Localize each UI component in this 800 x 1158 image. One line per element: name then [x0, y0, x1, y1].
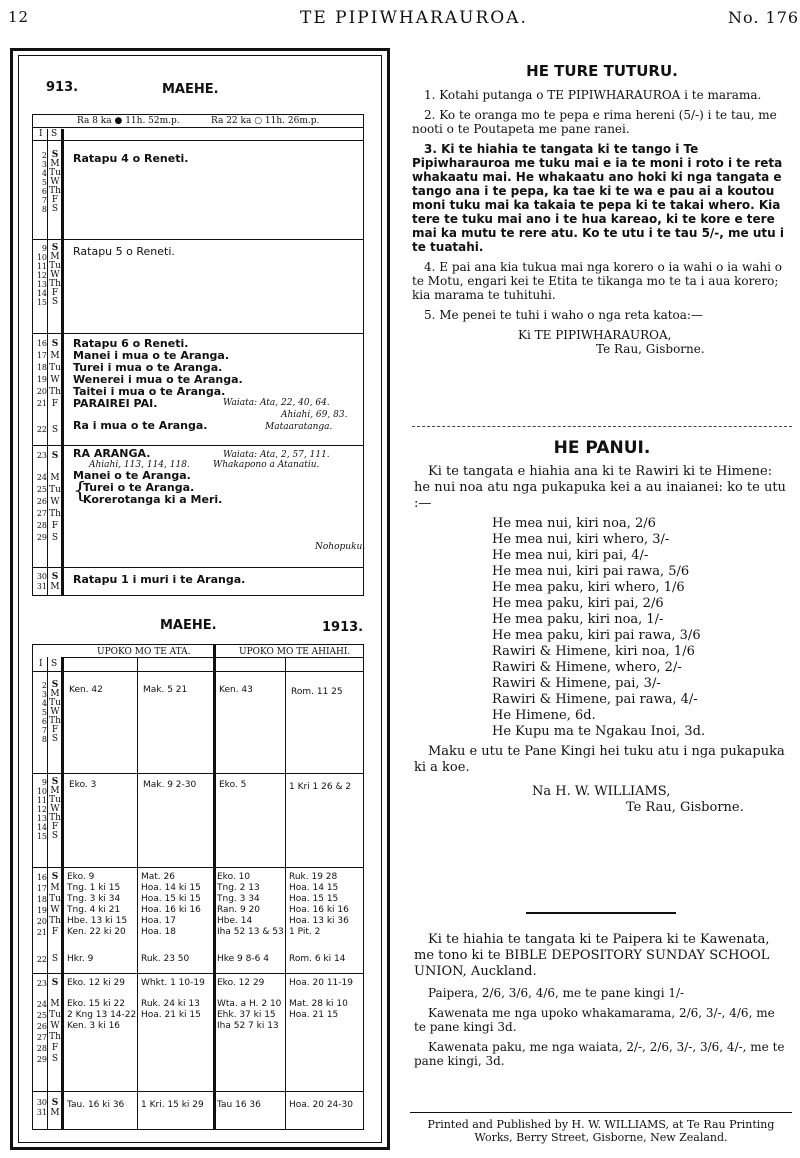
list-item: He mea nui, kiri whero, 3/- — [492, 532, 670, 547]
paipera-line-1: Paipera, 2/6, 3/6, 4/6, me te pane kingi 1/- — [428, 986, 685, 1000]
price-list — [414, 516, 790, 740]
address-line-2: Te Rau, Gisborne. — [596, 342, 705, 356]
list-item: Rawiri & Himene, whero, 2/- — [492, 660, 682, 675]
list-item: He mea paku, kiri noa, 1/- — [492, 612, 664, 627]
event: Turei i mua o te Aranga. — [73, 361, 223, 374]
imprint-rule — [410, 1112, 792, 1113]
event-reading: Mataaratanga. — [265, 422, 333, 432]
lessons-week-2: 9 10 11 12 13 14 15 S M Tu W Th F S Eko. 3 Mak. 9 2-30 Eko. 5 1 Kri 1 26 & 2 — [33, 773, 363, 865]
panui-closing: Maku e utu te Pane Kingi hei tuku atu i nga pukapuka ki a koe. — [414, 744, 785, 775]
ornament-rule — [526, 912, 676, 914]
list-item: He mea paku, kiri pai rawa, 3/6 — [492, 628, 701, 643]
event: Ratapu 5 o Reneti. — [73, 245, 175, 258]
ture-section — [412, 62, 792, 356]
calendar-year: 913. — [46, 80, 79, 95]
reading-column: Eko. 12 ki 29 Eko. 15 ki 22 2 Kng 13 14-22 Ken. 3 ki 16 — [67, 978, 137, 1031]
reading-column: Hoa. 20 11-19 Mat. 28 ki 10 Hoa. 21 15 — [289, 978, 353, 1020]
ture-para-4: 4. E pai ana kia tukua mai nga korero o ia wahi o ia wahi o te Motu, engari kei te Etita te tikanga mo te ta i aua korero; kia marama te tuhituhi. — [412, 260, 782, 302]
list-item: Rawiri & Himene, pai rawa, 4/- — [492, 692, 698, 707]
reading-cell: Eko. 5 — [219, 780, 247, 790]
reading-cell: Mak. 9 2-30 — [143, 780, 197, 790]
reading-cell: Ken. 42 — [69, 685, 103, 695]
moon-phase-full: Ra 22 ka ○ 11h. 26m.p. — [211, 116, 320, 126]
event: Manei i mua o te Aranga. — [73, 349, 230, 362]
reading-cell: Hoa. 20 24-30 — [289, 1100, 353, 1110]
list-item: Rawiri & Himene, kiri noa, 1/6 — [492, 644, 695, 659]
paipera-section — [414, 932, 790, 1068]
calendar-week-3: 16 17 18 19 20 21 22 S M Tu W Th F S Ratapu 6 o Reneti. Manei i mua o te Aranga. Turei i mua o te Aranga. Wenerei i mua o te Aranga. Taitei i mua o te Aranga. PARAIREI PAI. Waiata: Ata, 22, 40, 64. Ahiahi, 69, 83. Ra i mua o te Aranga. Mataaratanga. — [33, 333, 363, 443]
calendar-week-2: 9 10 11 12 13 14 15 S M Tu W Th F S Ratapu 5 o Reneti. — [33, 239, 363, 331]
event: Taitei i mua o te Aranga. — [73, 385, 226, 398]
lessons-table — [32, 644, 364, 1130]
reading-cell: Eko. 3 — [69, 780, 97, 790]
signature-place: Te Rau, Gisborne. — [626, 800, 744, 815]
paipera-intro: Ki te hiahia te tangata ki te Paipera ki te Kawenata, me tono ki te BIBLE DEPOSITORY SUNDAY SCHOOL UNION, Auckland. — [414, 932, 770, 979]
calendar-week-1: 2 3 4 5 6 7 8 S M Tu W Th F S Ratapu 4 o Reneti. — [41, 150, 189, 214]
header-morning: UPOKO MO TE ATA. — [97, 647, 191, 657]
event: Ratapu 4 o Reneti. — [73, 152, 189, 165]
col-header-weekday: S — [51, 129, 58, 139]
imprint: Printed and Published by H. W. WILLIAMS, at Te Rau Printing Works, Berry Street, Gisborne, New Zealand. — [427, 1118, 775, 1144]
page-number: 12 — [8, 8, 30, 26]
event-reading: Waiata: Ata, 22, 40, 64. — [223, 398, 330, 408]
panui-intro: Ki te tangata e hiahia ana ki te Rawiri ki te Himene: he nui noa atu nga pukapuka kei a au inaianei: ko te utu :— — [414, 464, 786, 511]
event-reading: Ahiahi, 69, 83. — [281, 410, 348, 420]
ture-para-5: 5. Me penei te tuhi i waho o nga reta katoa:— — [424, 308, 703, 322]
lessons-week-3: 16 17 18 19 20 21 22 S M Tu W Th F S Eko. 9 Tng. 1 ki 15 Tng. 3 ki 34 Tng. 4 ki 21 Hbe. 13 ki 15 Ken. 22 ki 20 Hkr. 9 Mat. 26 Hoa. 14 ki 15 Hoa. 15 ki 15 Hoa. 16 ki 16 Hoa. 17 Hoa. 18 Ruk. 23 50 Eko. 10 Tng. 2 13 Tng. 3 34 Ran. 9 20 Hbe. 14 Iha 52 13 & 53 Hke 9 8-6 4 Ruk. 19 28 Hoa. 14 15 Hoa. 15 15 Hoa. 16 ki 16 Hoa. 13 ki 36 1 Pit. 2 Rom. 6 ki 14 — [33, 867, 363, 971]
event: PARAIREI PAI. — [73, 397, 158, 410]
lessons-month: MAEHE. — [160, 618, 217, 633]
event: RA ARANGA. — [73, 447, 151, 460]
reading-column: Eko. 10 Tng. 2 13 Tng. 3 34 Ran. 9 20 Hbe. 14 Iha 52 13 & 53 Hke 9 8-6 4 — [217, 872, 284, 964]
list-item: He Himene, 6d. — [492, 708, 596, 723]
list-item: He mea nui, kiri noa, 2/6 — [492, 516, 656, 531]
list-item: He mea paku, kiri whero, 1/6 — [492, 580, 685, 595]
brace: { — [73, 479, 87, 504]
moon-phase-first: Ra 8 ka ● 11h. 52m.p. — [77, 116, 180, 126]
lessons-week-4: 23 24 25 26 27 28 29 S M Tu W Th F S Eko. 12 ki 29 Eko. 15 ki 22 2 Kng 13 14-22 Ken. 3 ki 16 Whkt. 1 10-19 Ruk. 24 ki 13 Hoa. 21 ki 15 Eko. 12 29 Wta. a H. 2 10 Ehk. 37 ki 15 Iha 52 7 ki 13 Hoa. 20 11-19 Mat. 28 ki 10 Hoa. 21 15 — [33, 973, 363, 1087]
header-evening: UPOKO MO TE AHIAHI. — [239, 647, 351, 657]
reading-column: Ruk. 19 28 Hoa. 14 15 Hoa. 15 15 Hoa. 16 ki 16 Hoa. 13 ki 36 1 Pit. 2 Rom. 6 ki 14 — [289, 872, 349, 964]
reading-cell: 1 Kri 1 26 & 2 — [289, 782, 352, 792]
event: Ratapu 6 o Reneti. — [73, 337, 189, 350]
divider — [412, 426, 792, 427]
event: Korerotanga ki a Meri. — [83, 493, 223, 506]
list-item: He mea nui, kiri pai, 4/- — [492, 548, 649, 563]
panui-title: HE PANUI. — [553, 438, 651, 458]
signature-name: Na H. W. WILLIAMS, — [532, 784, 671, 799]
list-item: Rawiri & Himene, pai, 3/- — [492, 676, 661, 691]
reading-cell: Ken. 43 — [219, 685, 253, 695]
event-reading: Whakapono a Atanatiu. — [213, 460, 320, 470]
calendar-week-4: 23 24 25 26 27 28 29 S M Tu W Th F S RA ARANGA. Waiata: Ata, 2, 57, 111. Ahiahi, 113, 114, 118. Whakapono a Atanatiu. Manei o te Aranga. { Turei o te Aranga. Korerotanga ki a Meri. Nohopuku. — [33, 445, 363, 563]
event: Ratapu 1 i muri i te Aranga. — [73, 573, 246, 586]
reading-cell: Tau 16 36 — [217, 1100, 261, 1110]
reading-column: Eko. 9 Tng. 1 ki 15 Tng. 3 ki 34 Tng. 4 ki 21 Hbe. 13 ki 15 Ken. 22 ki 20 Hkr. 9 — [67, 872, 128, 964]
calendar-month: MAEHE. — [162, 82, 219, 97]
calendar-week-5: 30 31 S M Ratapu 1 i muri i te Aranga. — [33, 567, 363, 595]
publication-title: TE PIPIWHARAUROA. — [300, 8, 528, 28]
list-item: He mea nui, kiri pai rawa, 5/6 — [492, 564, 690, 579]
reading-column: Whkt. 1 10-19 Ruk. 24 ki 13 Hoa. 21 ki 15 — [141, 978, 205, 1020]
calendar-table — [32, 114, 364, 596]
reading-cell: Tau. 16 ki 36 — [67, 1100, 125, 1110]
reading-column: Eko. 12 29 Wta. a H. 2 10 Ehk. 37 ki 15 Iha 52 7 ki 13 — [217, 978, 282, 1031]
reading-column: Mat. 26 Hoa. 14 ki 15 Hoa. 15 ki 15 Hoa. 16 ki 16 Hoa. 17 Hoa. 18 Ruk. 23 50 — [141, 872, 201, 964]
event: Manei o te Aranga. — [73, 469, 191, 482]
event-reading: Nohopuku. — [315, 542, 366, 552]
address-line-1: Ki TE PIPIWHARAUROA, — [518, 328, 672, 342]
reading-cell: 1 Kri. 15 ki 29 — [141, 1100, 204, 1110]
event: Wenerei i mua o te Aranga. — [73, 373, 243, 386]
lessons-week-1: 2 3 4 5 6 7 8 S M Tu W Th F S Ken. 42 Mak. 5 21 Ken. 43 Rom. 11 25 — [41, 680, 343, 744]
ture-title: HE TURE TUTURU. — [526, 62, 678, 80]
moon-row — [33, 115, 363, 128]
col-header-day: I — [39, 659, 43, 669]
list-item: He Kupu ma te Ngakau Inoi, 3d. — [492, 724, 706, 739]
col-header-day: I — [39, 129, 43, 139]
reading-cell: Mak. 5 21 — [143, 685, 188, 695]
col-header-weekday: S — [51, 659, 58, 669]
reading-cell: Rom. 11 25 — [291, 687, 343, 697]
lessons-week-5: 30 31 S M Tau. 16 ki 36 1 Kri. 15 ki 29 Tau 16 36 Hoa. 20 24-30 — [33, 1091, 363, 1129]
paipera-line-2: Kawenata me nga upoko whakamarama, 2/6, 3/-, 4/6, me te pane kingi 3d. — [414, 1006, 775, 1034]
panui-section — [414, 438, 790, 816]
lessons-year: 1913. — [322, 620, 364, 635]
event-reading: Ahiahi, 113, 114, 118. — [89, 460, 190, 470]
ture-para-2: 2. Ko te oranga mo te pepa e rima hereni (5/-) i te tau, me nooti o te Poutapeta me pane ranei. — [412, 108, 777, 136]
issue-number: No. 176 — [728, 8, 800, 27]
event-reading: Waiata: Ata, 2, 57, 111. — [223, 450, 330, 460]
ture-para-3: 3. Ki te hiahia te tangata ki te tango i Te Pipiwharauroa me tuku mai e ia te moni i roto i te reta whakaatu mai. He whakaatu ano hoki ki nga tangata e tango ana i te pepa, ka tae ki te wa e pau ai a koutou moni tuku mai ka takaia te pepa ki te takai whero. Kia tere te tuku mai ano i te hua kareao, ki te kore e tere mai ka mutu te rere atu. Ko te utu i te tau 5/-, me utu i te tuatahi. — [412, 142, 784, 254]
list-item: He mea paku, kiri pai, 2/6 — [492, 596, 664, 611]
paipera-line-3: Kawenata paku, me nga waiata, 2/-, 2/6, 3/-, 3/6, 4/-, me te pane kingi, 3d. — [414, 1040, 785, 1068]
ture-para-1: 1. Kotahi putanga o TE PIPIWHARAUROA i te marama. — [424, 88, 762, 102]
event: Turei o te Aranga. — [83, 481, 195, 494]
event: Ra i mua o te Aranga. — [73, 419, 208, 432]
